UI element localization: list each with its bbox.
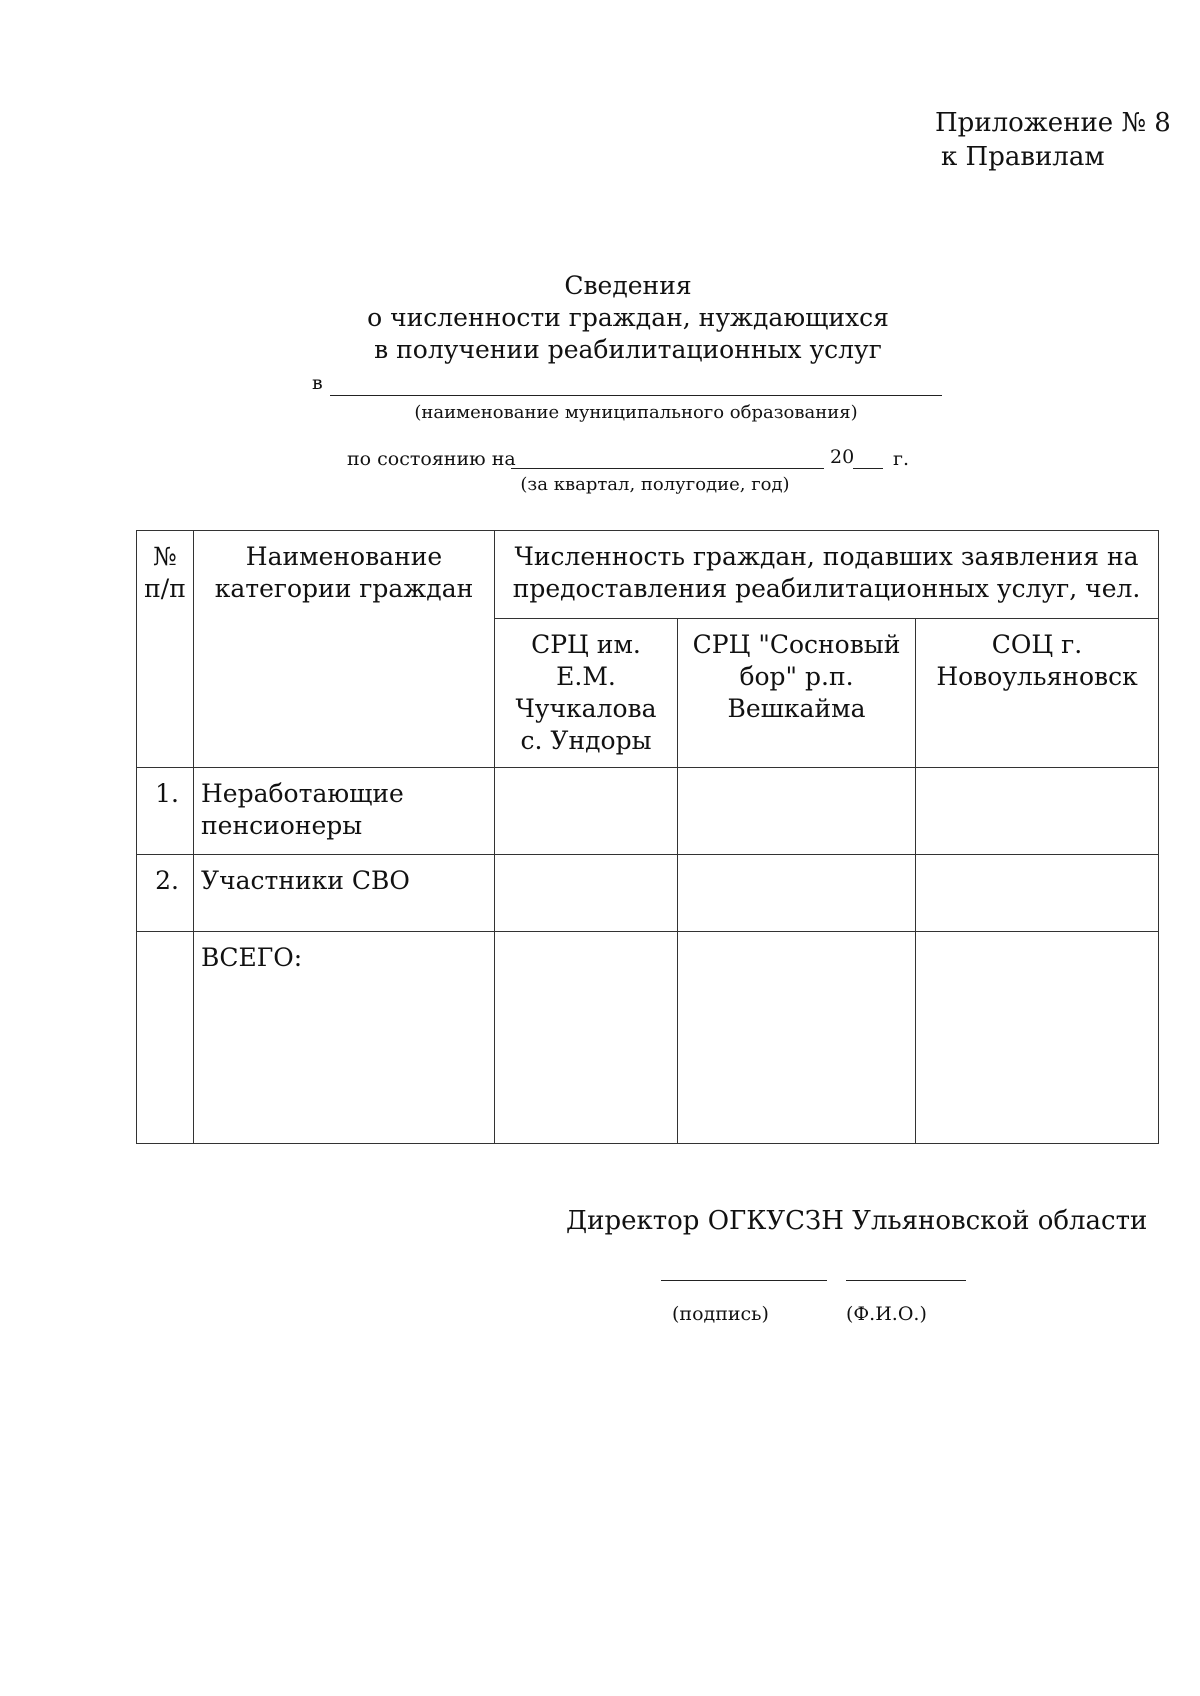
- table-row-total: [137, 932, 1159, 1144]
- as-of-fill-line: [511, 468, 824, 469]
- header-number-line-2: п/п: [144, 574, 186, 603]
- row-category: Неработающие пенсионеры: [194, 768, 495, 855]
- document-title: [0, 270, 1200, 366]
- table-row: [137, 855, 1159, 932]
- title-line-3: в получении реабилитационных услуг: [374, 335, 882, 364]
- municipality-caption: (наименование муниципального образования): [414, 402, 858, 423]
- appendix-note: [935, 106, 1171, 174]
- value-cell: [495, 768, 678, 855]
- value-cell: [916, 932, 1159, 1144]
- municipality-fill-line: [330, 395, 942, 396]
- fio-caption: (Ф.И.О.): [846, 1303, 927, 1325]
- year-prefix: 20: [830, 446, 855, 468]
- value-cell: [678, 768, 916, 855]
- value-cell: [678, 932, 916, 1144]
- appendix-reference: к Правилам: [941, 142, 1105, 172]
- row-number: [137, 932, 194, 1144]
- header-number-line-1: №: [153, 542, 177, 571]
- row-number: 1.: [137, 768, 194, 855]
- header-number: [137, 531, 194, 768]
- table-row: [137, 768, 1159, 855]
- header-citizens-count: Численность граждан, подавших заявления на предоставления реабилитационных услуг, чел.: [495, 531, 1159, 619]
- municipality-prefix: в: [312, 372, 323, 394]
- header-srts-undory: СРЦ им. Е.М. Чучкалова с. Ундоры: [495, 619, 678, 768]
- year-fill-line: [853, 468, 883, 469]
- value-cell: [916, 855, 1159, 932]
- year-suffix: г.: [893, 448, 909, 470]
- value-cell: [495, 932, 678, 1144]
- row-number: 2.: [137, 855, 194, 932]
- header-srts-sosnovy-bor: СРЦ "Сосновый бор" р.п. Вешкайма: [678, 619, 916, 768]
- row-category: Участники СВО: [194, 855, 495, 932]
- report-table: [136, 530, 1159, 1144]
- header-sots-novoulyanovsk: СОЦ г. Новоульяновск: [916, 619, 1159, 768]
- director-title: Директор ОГКУСЗН Ульяновской области: [566, 1206, 1148, 1236]
- title-line-2: о численности граждан, нуждающихся: [367, 303, 889, 332]
- header-category: Наименование категории граждан: [194, 531, 495, 768]
- fio-fill-line: [846, 1280, 966, 1281]
- signature-caption: (подпись): [672, 1303, 769, 1325]
- as-of-label: по состоянию на: [347, 448, 516, 470]
- period-caption: (за квартал, полугодие, год): [520, 474, 790, 495]
- total-label: ВСЕГО:: [194, 932, 495, 1144]
- title-line-1: Сведения: [564, 271, 692, 300]
- value-cell: [678, 855, 916, 932]
- value-cell: [916, 768, 1159, 855]
- value-cell: [495, 855, 678, 932]
- appendix-number: Приложение № 8: [935, 108, 1171, 138]
- signature-fill-line: [661, 1280, 827, 1281]
